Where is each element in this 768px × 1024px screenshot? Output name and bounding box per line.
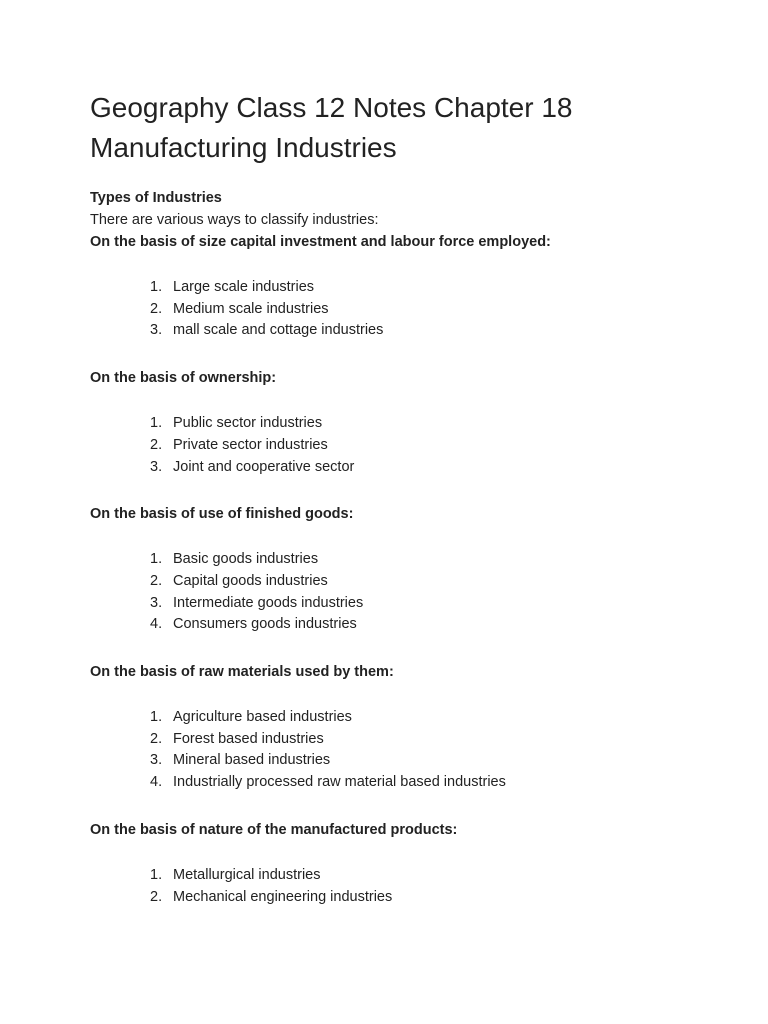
document-page (90, 88, 710, 908)
list-item: 4. Consumers goods industries (150, 616, 357, 633)
numbered-list (90, 865, 710, 908)
list-item: 1. Metallurgical industries (150, 866, 321, 883)
list-item: 1. Large scale industries (150, 279, 315, 295)
section-ownership (90, 367, 710, 478)
list-item: 3. Mineral based industries (150, 752, 331, 769)
list-item: 1. Basic goods industries (150, 551, 319, 568)
section-raw-materials (90, 661, 710, 794)
numbered-list (90, 707, 710, 794)
section-heading: On the basis of size capital investment and labour force employed: (90, 234, 551, 250)
list-item: 2. Capital goods industries (150, 572, 328, 589)
section-heading: On the basis of nature of the manufactured products: (90, 821, 458, 838)
list-item: 2. Mechanical engineering industries (150, 888, 393, 905)
types-heading: Types of Industries (90, 190, 222, 206)
section-heading: On the basis of ownership: (90, 370, 277, 387)
list-item: 1. Agriculture based industries (150, 709, 352, 726)
numbered-list (90, 277, 710, 342)
numbered-list (90, 413, 710, 478)
section-finished-goods (90, 503, 710, 636)
intro-text: There are various ways to classify industries: (90, 212, 379, 228)
list-item: 1. Public sector industries (150, 415, 323, 432)
list-item: 2. Private sector industries (150, 436, 328, 453)
list-item: 4. Industrially processed raw material based industries (150, 774, 506, 791)
section-size (90, 231, 710, 342)
section-heading: On the basis of raw materials used by them: (90, 664, 394, 681)
list-item: 3. Intermediate goods industries (150, 594, 364, 611)
section-nature-products (90, 819, 710, 908)
list-item: 2. Forest based industries (150, 730, 324, 747)
page-title: Geography Class 12 Notes Chapter 18 Manufacturing Industries (90, 92, 573, 163)
numbered-list (90, 549, 710, 636)
list-item: 3. Joint and cooperative sector (150, 458, 355, 475)
list-item: 3. mall scale and cottage industries (150, 322, 384, 339)
section-heading: On the basis of use of finished goods: (90, 506, 354, 523)
list-item: 2. Medium scale industries (150, 300, 329, 317)
